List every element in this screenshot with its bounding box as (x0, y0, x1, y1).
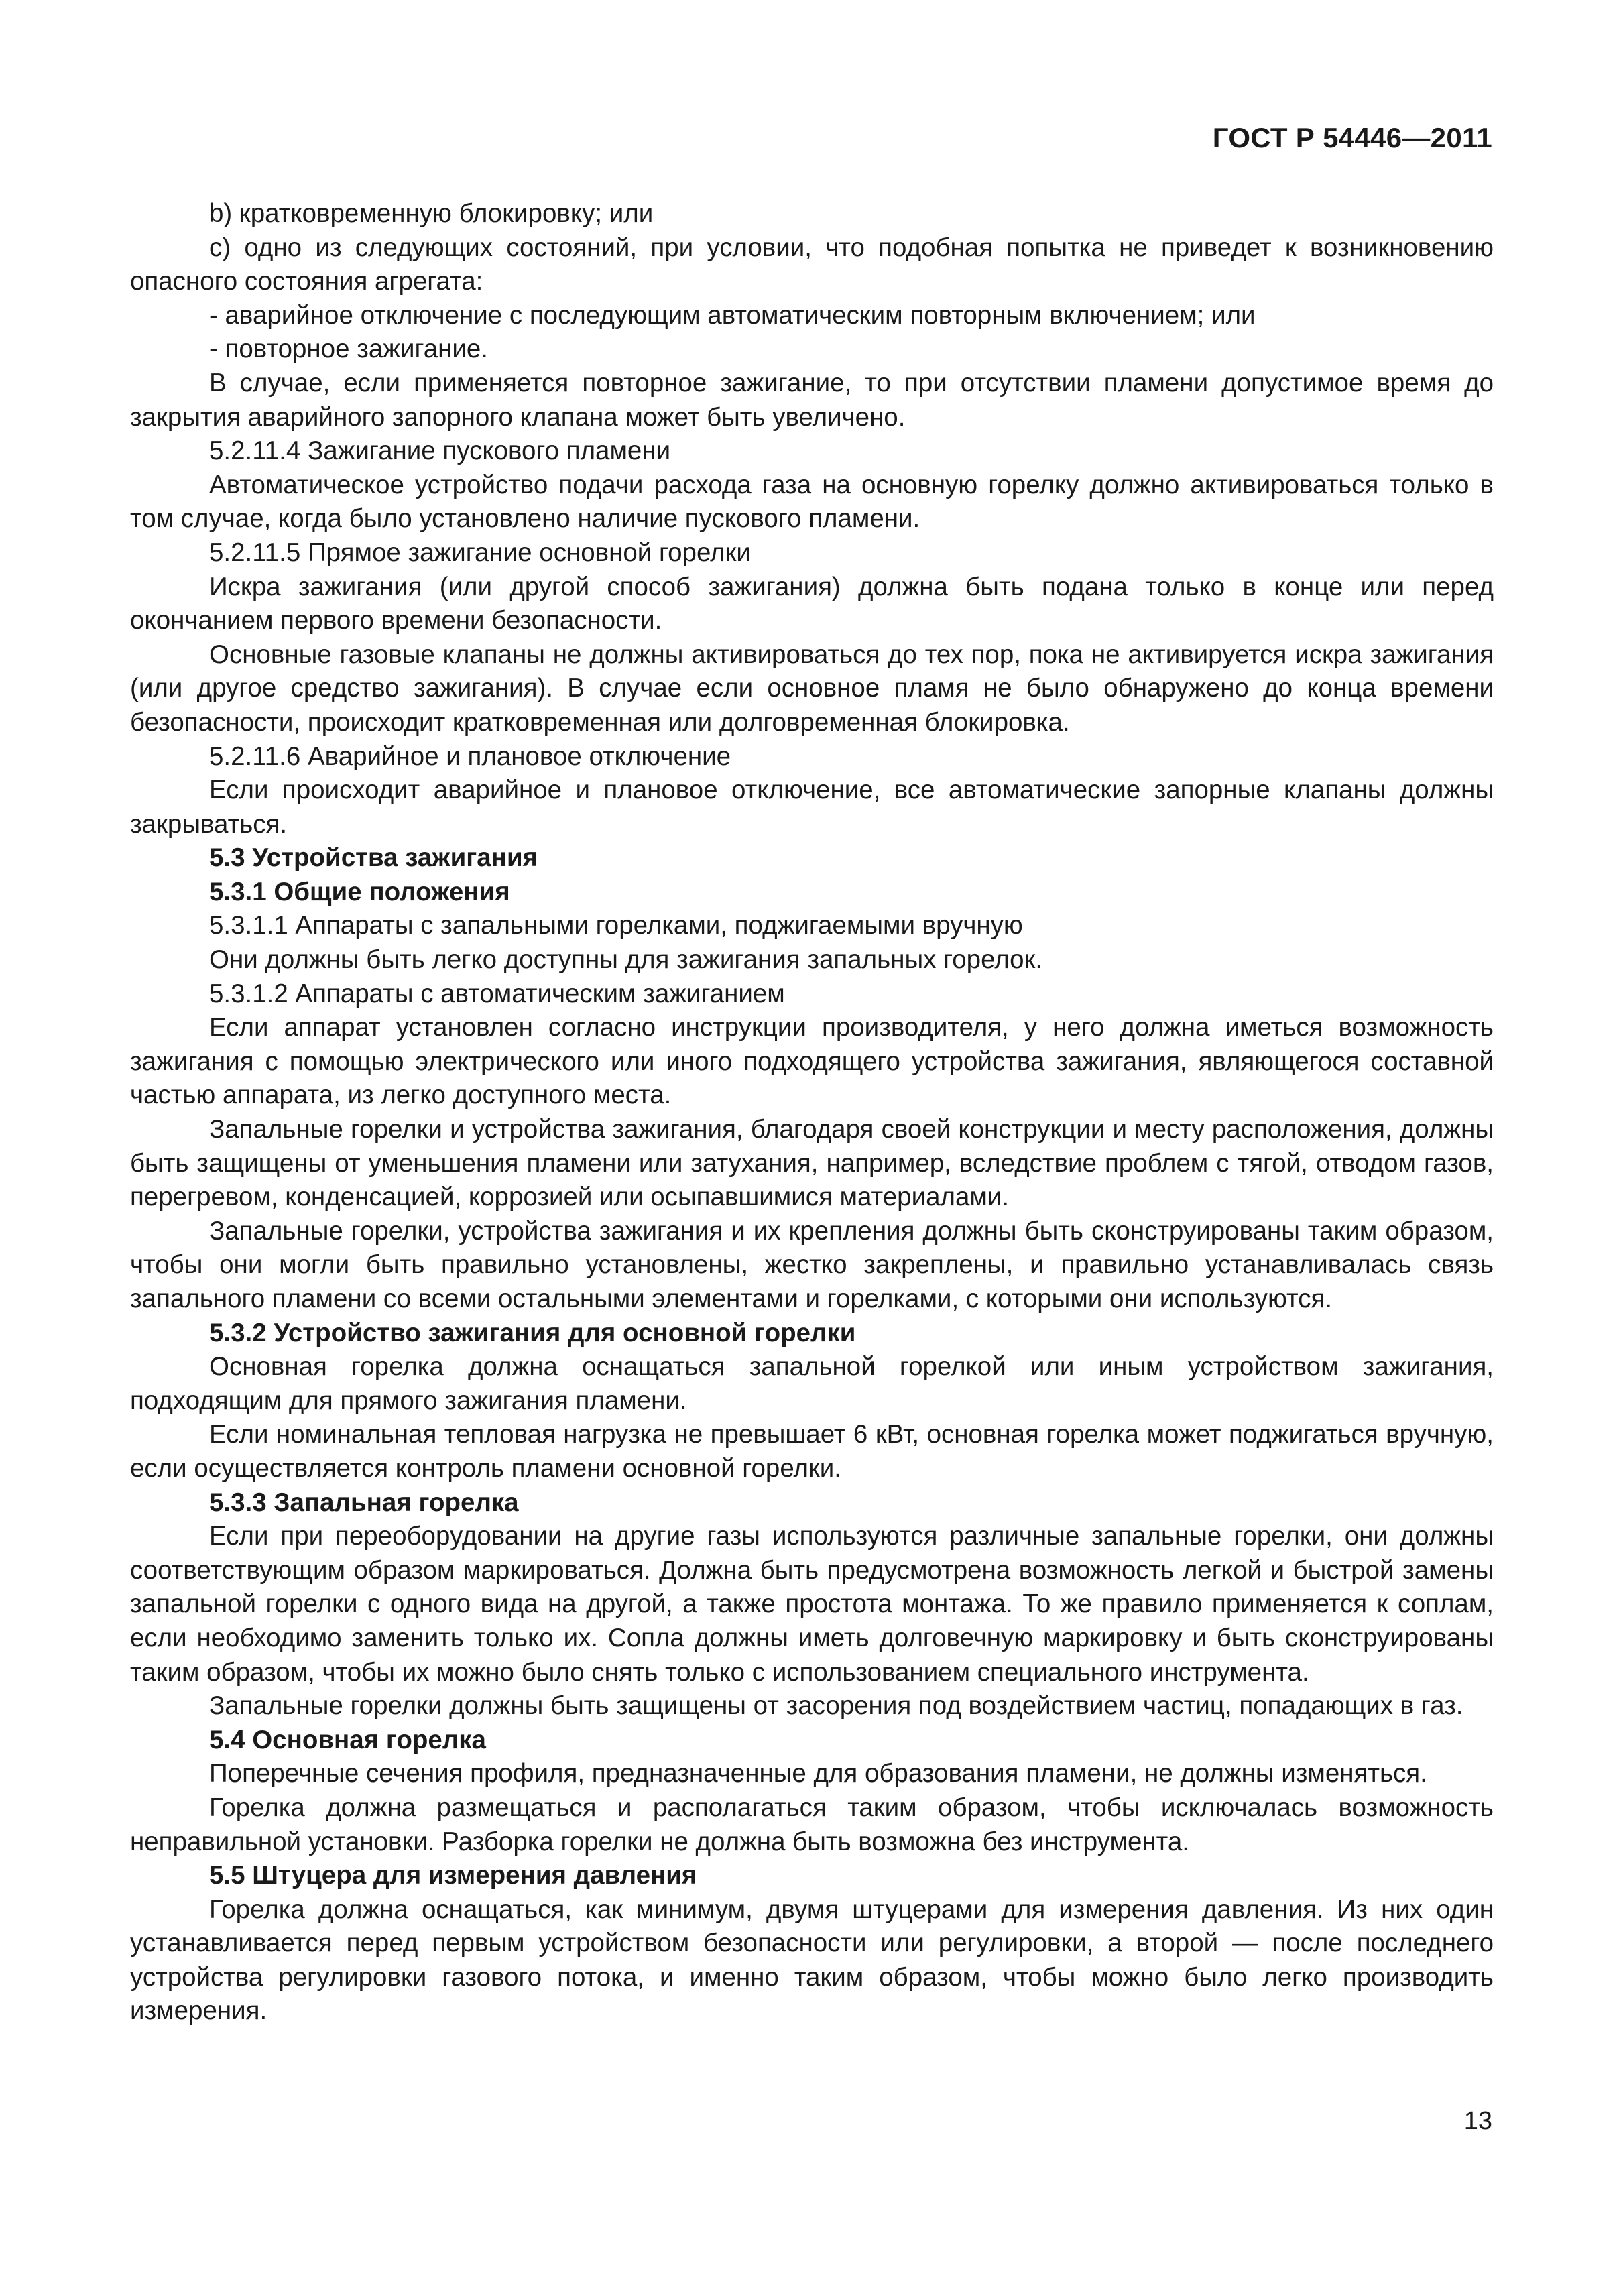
document-number-header: ГОСТ Р 54446—2011 (1212, 122, 1492, 154)
body-paragraph: 5.3.1.2 Аппараты с автоматическим зажиганием (209, 979, 785, 1008)
body-paragraph: Если номинальная тепловая нагрузка не превышает 6 кВт, основная горелка может поджигаться вручную, если осуществляется контроль пламени основной горелки. (130, 1420, 1494, 1483)
body-paragraph: Искра зажигания (или другой способ зажигания) должна быть подана только в конце или перед окончанием первого времени безопасности. (130, 572, 1494, 636)
body-paragraph: 5.2.11.5 Прямое зажигание основной горелки (209, 538, 751, 567)
section-heading: 5.3.3 Запальная горелка (209, 1488, 519, 1517)
body-paragraph: - аварийное отключение с последующим автоматическим повторным включением; или (209, 300, 1256, 330)
body-paragraph: Горелка должна размещаться и располагаться таким образом, чтобы исключалась возможность неправильной установки. Разборка горелки не должна быть возможна без инструмента. (130, 1793, 1494, 1856)
body-paragraph: Запальные горелки, устройства зажигания и их крепления должны быть сконструированы таким образом, чтобы они могли быть правильно установлены, жестко закреплены, и правильно устанавливалась связь запального пламени со всеми остальными элементами и горелками, с которыми они используются. (130, 1216, 1494, 1313)
body-paragraph: Поперечные сечения профиля, предназначенные для образования пламени, не должны изменяться. (209, 1759, 1427, 1789)
section-heading: 5.5 Штуцера для измерения давления (209, 1861, 697, 1890)
body-paragraph: b) кратковременную блокировку; или (209, 199, 654, 228)
page-number: 13 (1463, 2107, 1492, 2135)
section-heading: 5.3.1 Общие положения (209, 877, 510, 906)
body-paragraph: Основная горелка должна оснащаться запальной горелкой или иным устройством зажигания, подходящим для прямого зажигания пламени. (130, 1352, 1494, 1415)
document-body (130, 197, 1494, 2029)
body-paragraph: 5.2.11.4 Зажигание пускового пламени (209, 436, 671, 466)
body-paragraph: Если при переоборудовании на другие газы используются различные запальные горелки, они должны соответствующим образом маркироваться. Должна быть предусмотрена возможность легкой и быстрой замены запальной горелки с одного вида на другой, а также простота монтажа. То же правило применяется к соплам, если необходимо заменить только их. Сопла должны иметь долговечную маркировку и быть сконструированы таким образом, чтобы их можно было снять только с использованием специального инструмента. (130, 1522, 1494, 1687)
body-paragraph: 5.2.11.6 Аварийное и плановое отключение (209, 741, 731, 771)
body-paragraph: Горелка должна оснащаться, как минимум, двумя штуцерами для измерения давления. Из них один устанавливается перед первым устройством безопасности или регулировки, а второй — после последнего устройства регулировки газового потока, и именно таким образом, чтобы можно было легко производить измерения. (130, 1894, 1494, 2026)
body-paragraph: - повторное зажигание. (209, 335, 488, 364)
section-heading: 5.4 Основная горелка (209, 1725, 486, 1754)
section-heading: 5.3.2 Устройство зажигания для основной горелки (209, 1318, 856, 1347)
section-heading: 5.3 Устройства зажигания (209, 843, 538, 873)
body-paragraph: 5.3.1.1 Аппараты с запальными горелками, поджигаемыми вручную (209, 911, 1023, 941)
body-paragraph: Запальные горелки и устройства зажигания, благодаря своей конструкции и месту расположения, должны быть защищены от уменьшения пламени или затухания, например, вследствие проблем с тягой, отводом газов, перегревом, конденсацией, коррозией или осыпавшимися материалами. (130, 1115, 1494, 1212)
body-paragraph: Запальные горелки должны быть защищены от засорения под воздействием частиц, попадающих в газ. (209, 1691, 1463, 1721)
body-paragraph: Если происходит аварийное и плановое отключение, все автоматические запорные клапаны должны закрываться. (130, 776, 1494, 839)
body-paragraph: Они должны быть легко доступны для зажигания запальных горелок. (209, 945, 1043, 975)
body-paragraph: Основные газовые клапаны не должны активироваться до тех пор, пока не активируется искра зажигания (или другое средство зажигания). В случае если основное пламя не было обнаружено до конца времени безопасности, происходит кратковременная или долговременная блокировка. (130, 640, 1494, 737)
body-paragraph: В случае, если применяется повторное зажигание, то при отсутствии пламени допустимое время до закрытия аварийного запорного клапана может быть увеличено. (130, 368, 1494, 432)
body-paragraph: Автоматическое устройство подачи расхода газа на основную горелку должно активироваться только в том случае, когда было установлено наличие пускового пламени. (130, 470, 1494, 534)
body-paragraph: c) одно из следующих состояний, при условии, что подобная попытка не приведет к возникновению опасного состояния агрегата: (130, 233, 1494, 296)
body-paragraph: Если аппарат установлен согласно инструкции производителя, у него должна иметься возможность зажигания с помощью электрического или иного подходящего устройства зажигания, являющегося составной частью аппарата, из легко доступного места. (130, 1013, 1494, 1110)
